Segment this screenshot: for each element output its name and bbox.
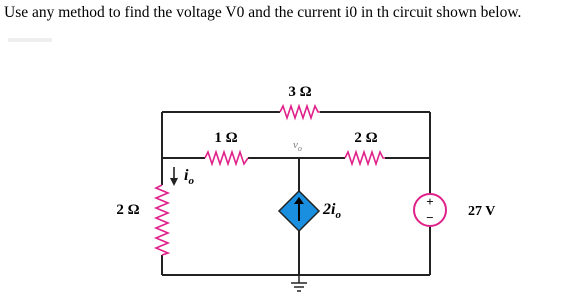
label-io: $i_o$ [184,167,194,187]
resistor-3ohm [280,106,320,118]
ground-icon [291,275,307,291]
current-arrow-icon [170,167,178,186]
question-text: Use any method to find the voltage V0 and the current i0 in th circuit shown below. [4,4,522,21]
label-3ohm: 3 Ω [288,84,312,100]
label-27v: 27 V [468,204,496,219]
label-2ohm-left: 2 Ω [116,202,140,218]
label-2ohm-right: 2 Ω [354,130,378,146]
dependent-current-source [279,191,319,231]
label-dependent-source: $2i_o$ [323,201,341,221]
node-label-vo: $v_o$ [293,139,302,153]
resistor-2ohm-right [345,152,385,164]
plus-sign: + [426,194,434,209]
voltage-source-27v [414,194,446,226]
resistor-2ohm-left [156,185,168,255]
resistor-1ohm [205,152,248,164]
label-1ohm: 1 Ω [214,130,238,146]
minus-sign: − [426,210,434,225]
